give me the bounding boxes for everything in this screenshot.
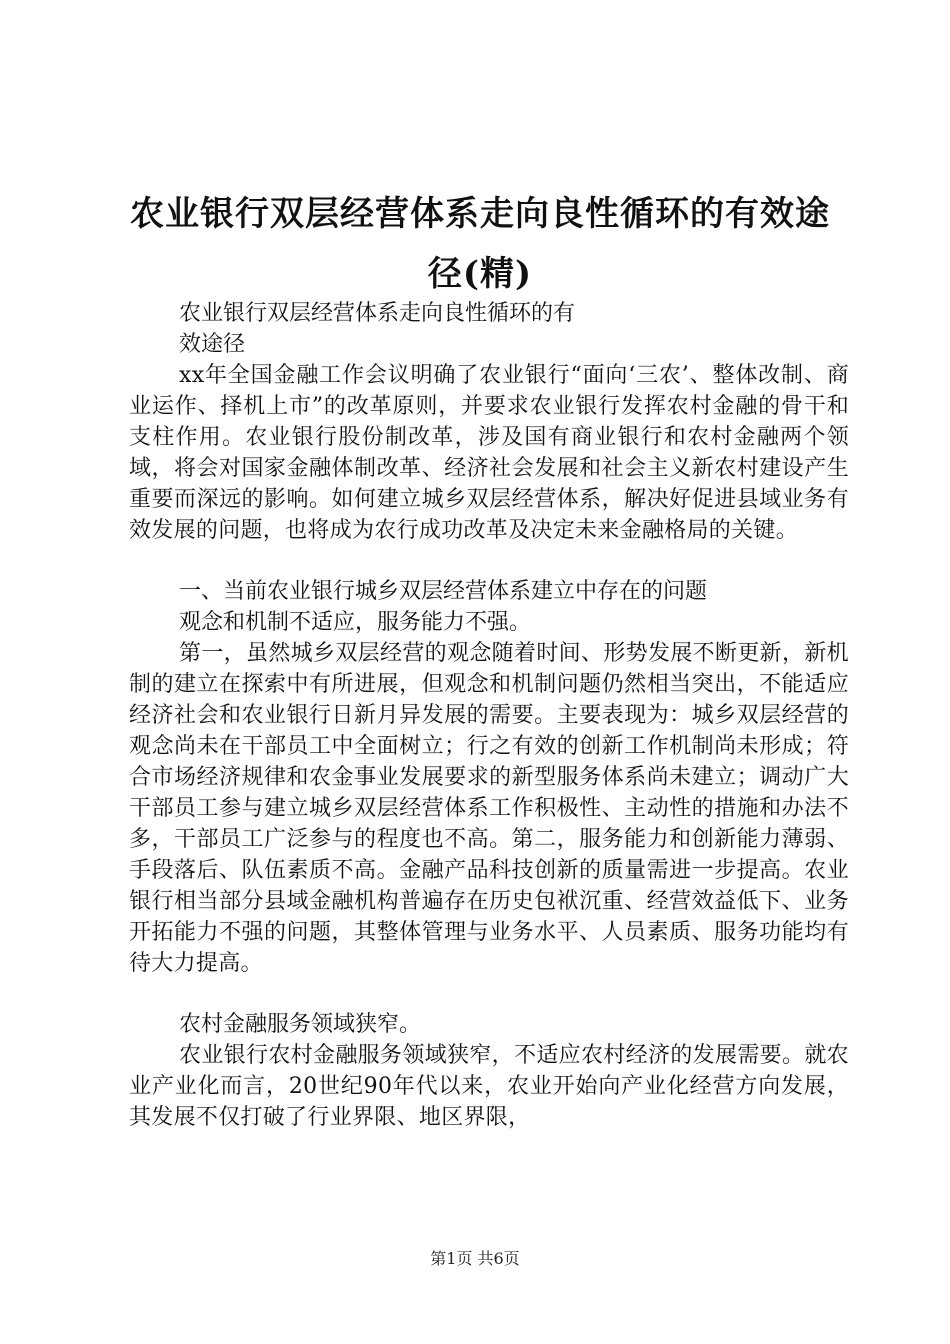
section-1-subheading-1: 观念和机制不适应，服务能力不强。 <box>179 610 532 635</box>
page-footer: 第1页 共6页 <box>430 1249 520 1268</box>
paragraph-gap <box>129 546 849 576</box>
section-1-heading: 一、当前农业银行城乡双层经营体系建立中存在的问题 <box>179 579 708 604</box>
section-1-body-paragraph: 第一，虽然城乡双层经营的观念随着时间、形势发展不断更新，新机制的建立在探索中有所进展，但观念和机制问题仍然相当突出，不能适应经济社会和农业银行日新月异发展的需要。主要表现为：城乡双层经营的观念尚未在干部员工中全面树立；行之有效的创新工作机制尚未形成；符合市场经济规律和农金事业发展要求的新型服务体系尚未建立；调动广大干部员工参与建立城乡双层经营体系工作积极性、主动性的措施和办法不多，干部员工广泛参与的程度也不高。第二，服务能力和创新能力薄弱、手段落后、队伍素质不高。金融产品科技创新的质量需进一步提高。农业银行相当部分县域金融机构普遍存在历史包袱沉重、经营效益低下、业务开拓能力不强的问题，其整体管理与业务水平、人员素质、服务功能均有待大力提高。 <box>129 641 849 976</box>
document-title-line-2: 径(精) <box>427 254 533 294</box>
section-1-subheading-2: 农村金融服务领域狭窄。 <box>179 1012 422 1037</box>
subtitle-line-2: 效途径 <box>179 332 246 357</box>
document-title-line-1: 农业银行双层经营体系走向良性循环的有效途 <box>130 194 830 234</box>
paragraph-gap <box>129 979 849 1009</box>
subtitle-line-1: 农业银行双层经营体系走向良性循环的有 <box>179 301 576 326</box>
intro-paragraph: xx年全国金融工作会议明确了农业银行“面向‘三农’、整体改制、商业运作、择机上市”的改革原则，并要求农业银行发挥农村金融的骨干和支柱作用。农业银行股份制改革，涉及国有商业银行和农村金融两个领域，将会对国家金融体制改革、经济社会发展和社会主义新农村建设产生重要而深远的影响。如何建立城乡双层经营体系，解决好促进县域业务有效发展的问题，也将成为农行成功改革及决定未来金融格局的关键。 <box>129 363 849 543</box>
section-1-body-paragraph-2: 农业银行农村金融服务领域狭窄，不适应农村经济的发展需要。就农业产业化而言，20世纪90年代以来，农业开始向产业化经营方向发展，其发展不仅打破了行业界限、地区界限， <box>129 1043 849 1130</box>
document-body <box>129 298 849 1133</box>
